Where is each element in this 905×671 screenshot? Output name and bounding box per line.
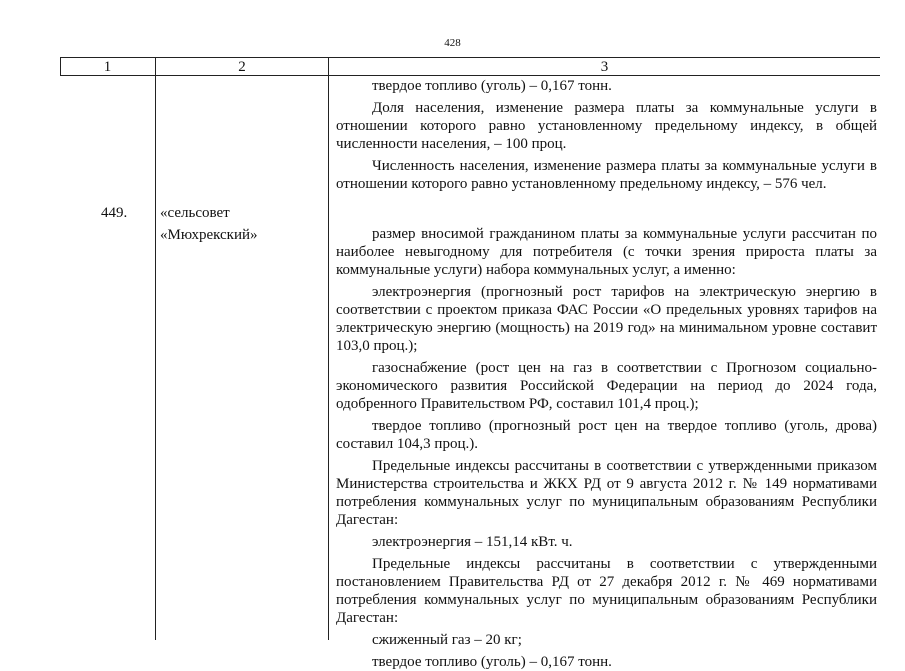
- column-divider-1: [155, 57, 156, 640]
- header-col-3: 3: [600, 59, 609, 75]
- paragraph: сжиженный газ – 20 кг;: [372, 632, 522, 648]
- municipality-name: [160, 202, 330, 246]
- row-separator-space: [336, 193, 877, 225]
- paragraph: Предельные индексы рассчитаны в соответствии с утвержденными постановлением Правительства РД от 27 декабря 2012 г. № 469 нормативами потребления коммунальных услуг по муниципальным образованиям Республики Дагестан:: [336, 556, 877, 626]
- description-column: [336, 77, 877, 671]
- column-divider-2: [328, 57, 329, 640]
- paragraph: Доля населения, изменение размера платы за коммунальные услуги в отношении которого равно установленному предельному индексу, в общей численности населения, – 100 проц.: [336, 100, 877, 152]
- paragraph: газоснабжение (рост цен на газ в соответствии с Прогнозом социально-экономического развития Российской Федерации на период до 2024 года, одобренного Правительством РФ, составил 101,4 проц.);: [336, 360, 877, 412]
- paragraph: размер вносимой гражданином платы за коммунальные услуги рассчитан по наиболее невыгодному для потребителя (с точки зрения прироста платы за коммунальные услуги) набора коммунальных услуг, а именно:: [336, 226, 877, 278]
- paragraph: твердое топливо (прогнозный рост цен на твердое топливо (уголь, дрова) составил 104,3 проц.).: [336, 418, 877, 452]
- row-number: 449.: [101, 205, 128, 221]
- paragraph: электроэнергия – 151,14 кВт. ч.: [372, 534, 573, 550]
- paragraph: твердое топливо (уголь) – 0,167 тонн.: [372, 78, 612, 94]
- header-col-1: 1: [103, 59, 112, 75]
- page-number: 428: [444, 37, 461, 49]
- paragraph: Численность населения, изменение размера платы за коммунальные услуги в отношении которого равно установленному предельному индексу, – 576 чел.: [336, 158, 877, 192]
- municipality-name-line-1: «сельсовет: [160, 205, 230, 221]
- header-col-2: 2: [238, 59, 246, 75]
- paragraph: электроэнергия (прогнозный рост тарифов на электрическую энергию в соответствии с проектом приказа ФАС России «О предельных уровнях тарифов на электрическую энергию (мощность) на 2019 год» на минимальном уровне составит 103,0 проц.);: [336, 284, 877, 354]
- municipality-name-line-2: «Мюхрекский»: [160, 227, 258, 243]
- paragraph: твердое топливо (уголь) – 0,167 тонн.: [372, 654, 612, 670]
- paragraph: Предельные индексы рассчитаны в соответствии с утвержденными приказом Министерства строительства и ЖКХ РД от 9 августа 2012 г. № 149 нормативами потребления коммунальных услуг по муниципальным образованиям Республики Дагестан:: [336, 458, 877, 528]
